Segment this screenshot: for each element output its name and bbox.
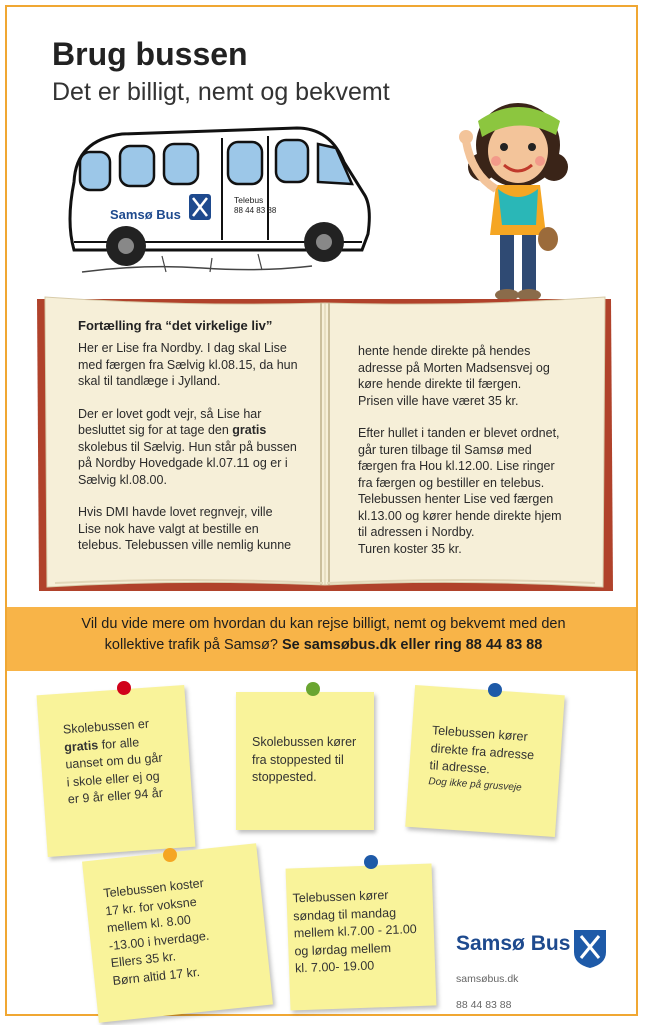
bus-brand-label: Samsø Bus	[110, 207, 181, 222]
story-text: skolebus til Sælvig. Hun står på bussen på Nordby Hovedgade kl.07.11 og er i Sælvig kl.08.00.	[78, 439, 297, 487]
bus-telebus-label: Telebus	[234, 195, 264, 205]
note-text: Telebussen koster 17 kr. for voksne mellem kl. 8.00 -13.00 i hverdage. Ellers 35 kr. Børn altid 17 kr.	[102, 876, 210, 988]
story-paragraph: Efter hullet i tanden er blevet ordnet, går turen tilbage til Samsø med færgen fra Hou kl.12.00. Lise ringer fra færgen og bestiller en telebus. Telebussen henter Lise ved færgen kl.13.00 og kører hende direkte hjem til adressen i Nordby. Turen koster 35 kr.	[358, 426, 562, 556]
story-paragraph: hente hende direkte på hendes adresse på Morten Madsensvej og køre hende direkte til færgen. Prisen ville have været 35 kr.	[358, 344, 550, 408]
red-pushpin-icon	[117, 681, 131, 695]
sticky-note-adresse	[405, 685, 565, 837]
blue-pushpin-icon	[488, 683, 502, 697]
page-subtitle: Det er billigt, nemt og bekvemt	[52, 78, 390, 106]
story-text: Der er lovet godt vejr, så Lise har besluttet sig for at tage den	[78, 406, 262, 437]
green-pushpin-icon	[306, 682, 320, 696]
sticky-note-tider	[286, 863, 437, 1010]
story-bold-gratis: gratis	[232, 423, 267, 437]
page-title: Brug bussen	[52, 36, 248, 72]
logo-contact	[456, 960, 518, 1025]
logo-website: samsøbus.dk	[456, 973, 519, 985]
girl-illustration	[452, 85, 584, 310]
banner-line-1: Vil du vide mere om hvordan du kan rejse billigt, nemt og bekvemt med den	[81, 616, 566, 632]
samso-bus-logo-text: Samsø Bus	[456, 932, 571, 955]
sticky-note-stoppested	[236, 692, 374, 830]
story-paragraph	[78, 406, 318, 489]
note-small-text: Dog ikke på grusveje	[428, 775, 523, 794]
info-banner-text	[20, 614, 627, 656]
story-right-page	[358, 343, 598, 573]
sticky-note-pris	[82, 843, 273, 1022]
bus-phone-label: 88 44 83 88	[234, 206, 277, 215]
story-paragraph: Her er Lise fra Nordby. I dag skal Lise med færgen fra Sælvig kl.08.15, da hun skal til tandlæge i Jylland.	[78, 341, 298, 388]
banner-line-2-plain: kollektive trafik på Samsø?	[104, 637, 282, 653]
story-paragraph: Hvis DMI havde lovet regnvejr, ville Lise nok have valgt at bestille en telebus. Telebussen ville nemlig kunne	[78, 505, 292, 552]
note-text: Telebussen kører direkte fra adresse til adresse.	[429, 723, 535, 777]
note-text	[64, 730, 193, 808]
banner-contact-link[interactable]: Se samsøbus.dk eller ring 88 44 83 88	[281, 637, 543, 653]
note-text-rest: for alle uanset om du går i skole eller ej og er 9 år eller 94 år	[64, 734, 164, 807]
blue-pushpin-icon	[364, 855, 378, 869]
story-heading: Fortælling fra “det virkelige liv”	[78, 318, 273, 333]
note-text: Telebussen kører søndag til mandag mellem kl.7.00 - 21.00 og lørdag mellem kl. 7.00- 19.00	[292, 888, 417, 976]
sticky-note-gratis	[37, 685, 196, 857]
note-bold-gratis: gratis	[63, 737, 99, 755]
bus-illustration	[62, 122, 372, 282]
banner-line-2	[20, 635, 627, 656]
samso-bus-crest-icon	[572, 928, 608, 968]
story-left-page	[78, 340, 318, 570]
yellow-pushpin-icon	[163, 848, 177, 862]
note-text: Skolebussen kører fra stoppested til stoppested.	[252, 735, 357, 784]
note-text: Skolebussen er	[62, 716, 150, 737]
logo-phone: 88 44 83 88	[456, 999, 512, 1011]
